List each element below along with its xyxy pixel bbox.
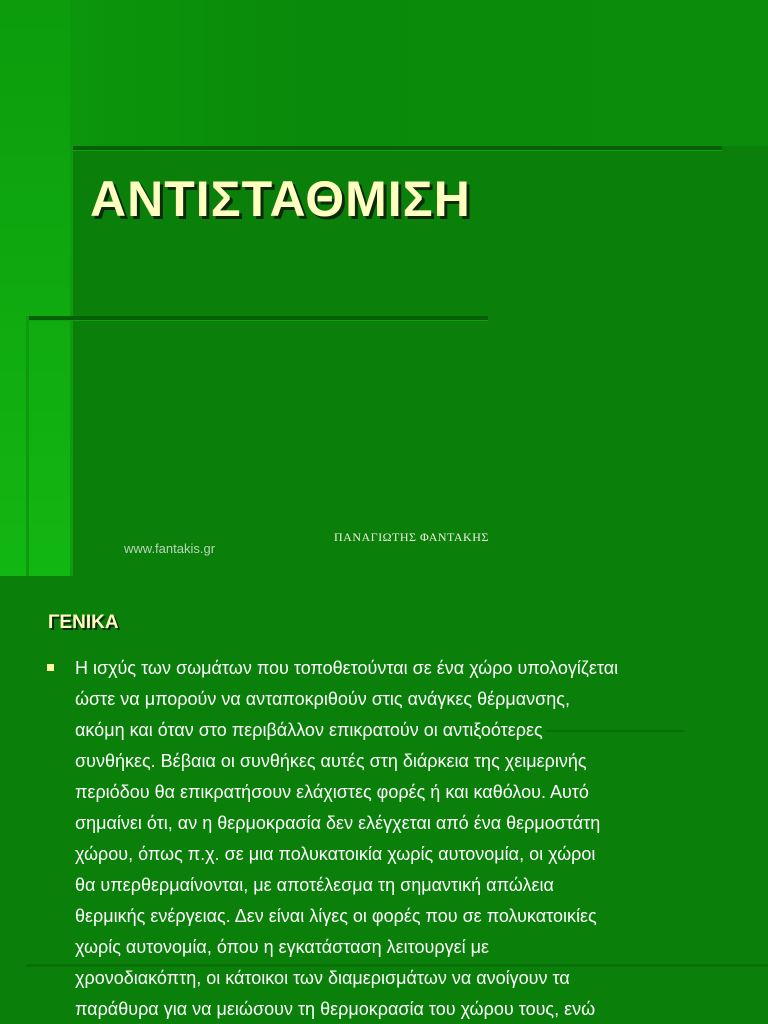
decorative-line (26, 316, 488, 320)
decorative-strip (0, 0, 70, 576)
bullet-square-icon (47, 664, 54, 671)
content-slide (0, 576, 768, 1024)
decorative-line (70, 146, 722, 150)
decorative-line (70, 146, 73, 576)
website-watermark: www.fantakis.gr (124, 541, 216, 556)
bullet-paragraph: Η ισχύς των σωμάτων που τοποθετούνται σε ένα χώρο υπολογίζεται ώστε να μπορούν να ανταποκριθούν στις ανάγκες θέρμανσης, ακόμη και όταν στο περιβάλλον επικρατούν οι αντιξοότερες συνθήκες. Βέβαια οι συνθήκες αυτές στη διάρκεια της χειμερινής περιόδου θα επικρατήσουν ελάχιστες φορές ή και καθόλου. Αυτό σημαίνει ότι, αν η θερμοκρασία δεν ελέγχεται από ένα θερμοστάτη χώρου, όπως π.χ. σε μια πολυκατοικία χωρίς αυτονομία, οι χώροι θα υπερθερμαίνονται, με αποτέλεσμα τη σημαντική απώλεια θερμικής ενέργειας. Δεν είναι λίγες οι φορές που σε πολυκατοικίες χωρίς αυτονομία, όπου η εγκατάσταση λειτουργεί με χρονοδιακόπτη, οι κάτοικοι των διαμερισμάτων να ανοίγουν τα παράθυρα για να μειώσουν τη θερμοκρασία του χώρου τους, ενώ (75, 658, 619, 1019)
decorative-line (26, 316, 29, 576)
slide-title: ΑΝΤΙΣΤΑΘΜΙΣΗ (90, 171, 471, 227)
section-heading: ΓΕΝΙΚΑ (48, 612, 119, 633)
author-name: ΠΑΝΑΓΙΩΤΗΣ ΦΑΝΤΑΚΗΣ (334, 530, 489, 544)
